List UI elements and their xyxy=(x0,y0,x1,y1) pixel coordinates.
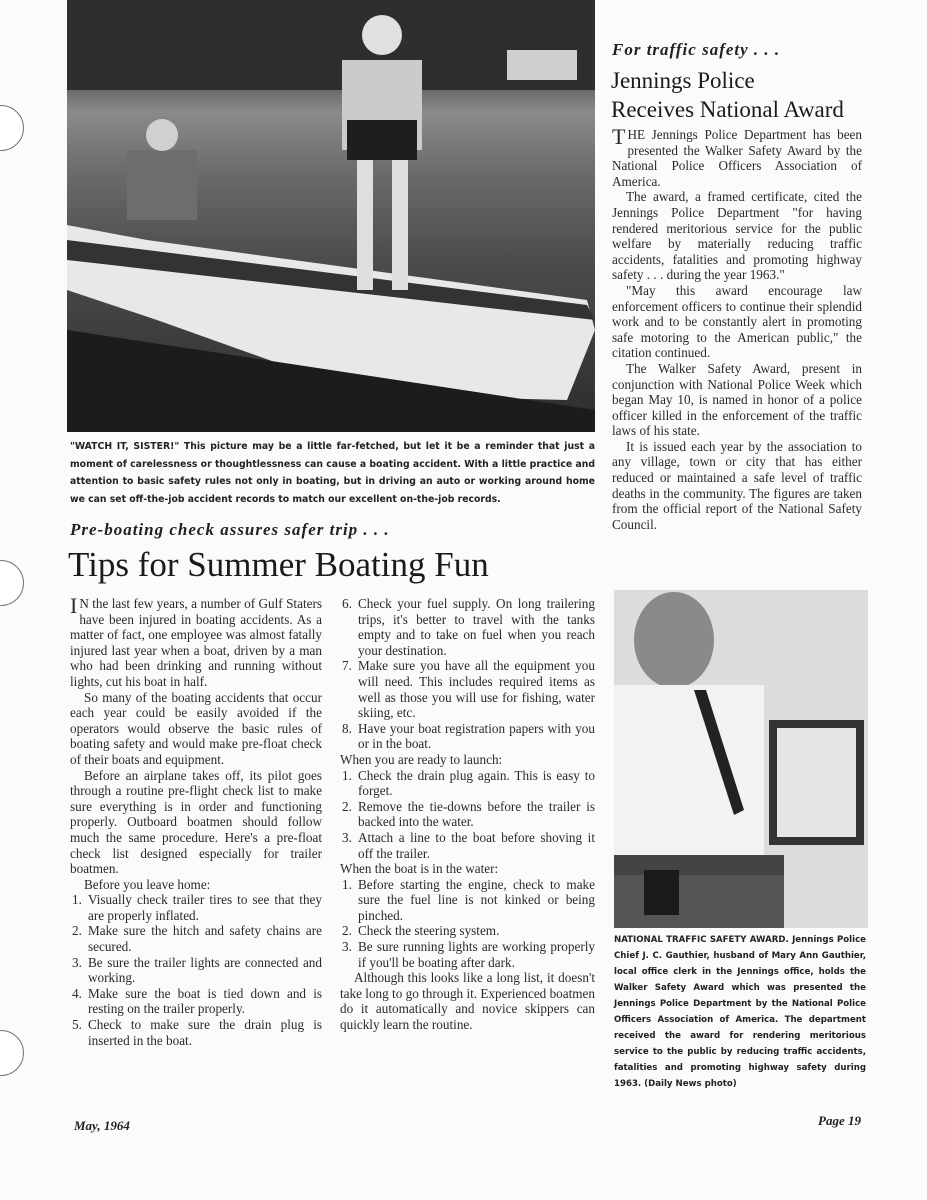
police-title-line: Jennings Police xyxy=(611,68,755,93)
boating-paragraph: So many of the boating accidents that occur each year could be easily avoided if the operators would observe the basic rules of boating safety and would make pre-float check of their boats and equipment. xyxy=(70,689,322,767)
boating-title: Tips for Summer Boating Fun xyxy=(68,545,489,584)
police-photo-caption: NATIONAL TRAFFIC SAFETY AWARD. Jennings Police Chief J. C. Gauthier, husband of Mary Ann Gauthier, local office clerk in the Jennings office, holds the Walker Safety Award which was presented the Jennings Police Department by the National Police Officers Association of America. The department received the award for rendering meritorious service to the public by reducing traffic accidents, fatalities and promoting highway safety during 1963. (Daily News photo) xyxy=(614,935,866,1089)
list-heading: When you are ready to launch: xyxy=(340,751,503,767)
footer-date: May, 1964 xyxy=(74,1118,130,1133)
police-column xyxy=(612,124,862,532)
list-item: 2. Make sure the hitch and safety chains are secured. xyxy=(72,923,322,955)
boat-photo xyxy=(67,0,595,432)
list-item: 4. Make sure the boat is tied down and is resting on the trailer properly. xyxy=(72,985,322,1017)
drop-cap: I xyxy=(70,593,78,618)
list-item: 3. Be sure the trailer lights are connected and working. xyxy=(72,954,322,986)
boating-kicker: Pre-boating check assures safer trip . . . xyxy=(70,520,390,539)
list-item: 5. Check to make sure the drain plug is inserted in the boat. xyxy=(72,1017,322,1048)
list-item: 1. Check the drain plug again. This is easy to forget. xyxy=(342,767,595,799)
binder-hole xyxy=(0,1030,24,1076)
water-checklist xyxy=(340,877,595,971)
police-title-line: Receives National Award xyxy=(611,97,844,122)
footer-page-number: Page 19 xyxy=(818,1113,861,1128)
launch-checklist xyxy=(340,768,595,862)
boat-scene-image xyxy=(67,0,595,432)
boating-column-left xyxy=(70,593,322,1048)
list-item: 2. Check the steering system. xyxy=(342,923,500,939)
home-checklist-continued xyxy=(340,596,595,752)
list-item: 3. Be sure running lights are working properly if you'll be boating after dark. xyxy=(342,939,595,970)
boating-paragraph: Before an airplane takes off, its pilot goes through a routine pre-flight check list to make sure everything is in order and functioning properly. Outboard boatmen should follow much the same procedure. Here's a pre-float check list designed especially for trailer boatmen. xyxy=(70,767,322,877)
binder-hole xyxy=(0,560,24,606)
police-paragraph: "May this award encourage law enforcement officers to continue their splendid work and to be constantly alert in promoting safe motoring to the American public," the citation continued. xyxy=(612,282,862,361)
boating-closing: Although this looks like a long list, it doesn't take long to go through it. Experienced boatmen do it automatically and novice skippers can quickly learn the routine. xyxy=(340,970,595,1033)
boating-intro: N the last few years, a number of Gulf Staters have been injured in boating accidents. As a matter of fact, one employee was almost fatally injured last year when a boat, driven by a man who had been drinking and running without lights, cut his boat in half. xyxy=(70,596,322,689)
police-paragraph: The Walker Safety Award, present in conjunction with National Police Week which began May 10, is named in honor of a police officer killed in the enforcement of the traffic laws of his state. xyxy=(612,360,862,439)
police-paragraph: It is issued each year by the association to any village, town or city that has either reduced or maintained a safe level of traffic deaths in the community. The figures are taken from the official report of the National Safety Council. xyxy=(612,438,862,532)
list-item: 1. Visually check trailer tires to see that they are properly inflated. xyxy=(72,892,322,923)
list-item: 2. Remove the tie-downs before the trailer is backed into the water. xyxy=(342,798,595,830)
home-checklist xyxy=(70,892,322,1048)
list-item: 6. Check your fuel supply. On long trailering trips, it's better to travel with the tanks empty and to take on fuel when you reach your destination. xyxy=(342,596,595,658)
list-item: 7. Make sure you have all the equipment you will need. This includes required items as well as those you will use for fishing, water skiing, etc. xyxy=(342,658,595,721)
police-title xyxy=(611,66,844,124)
boating-column-middle xyxy=(340,596,595,1033)
police-chief-image xyxy=(614,590,868,928)
list-item: 3. Attach a line to the boat before shoving it off the trailer. xyxy=(342,829,595,861)
list-item: 1. Before starting the engine, check to make sure the fuel line is not kinked or being pinched. xyxy=(342,876,595,923)
list-heading: When the boat is in the water: xyxy=(340,861,499,877)
police-chief-photo xyxy=(614,590,868,928)
police-paragraph: HE Jennings Police Department has been presented the Walker Safety Award by the National Police Officers Association of America. xyxy=(612,127,862,189)
police-paragraph: The award, a framed certificate, cited the Jennings Police Department "for having rendered meritorious service for the public welfare by materially reducing traffic accidents, fatalities and promoting highway safety . . . during the year 1963." xyxy=(612,189,862,283)
boat-photo-caption: "WATCH IT, SISTER!" This picture may be a little far-fetched, but let it be a reminder that just a moment of carelessness or thoughtlessness can cause a boating accident. With a little practice and attention to basic safety rules not only in boating, but in driving an auto or working around home we can set off-the-job accident records to match our excellent on-the-job records. xyxy=(70,441,595,505)
binder-hole xyxy=(0,105,24,151)
list-item: 8. Have your boat registration papers with you or in the boat. xyxy=(342,720,595,752)
drop-cap: T xyxy=(612,124,626,149)
list-heading: Before you leave home: xyxy=(84,876,211,892)
police-kicker: For traffic safety . . . xyxy=(612,40,781,59)
